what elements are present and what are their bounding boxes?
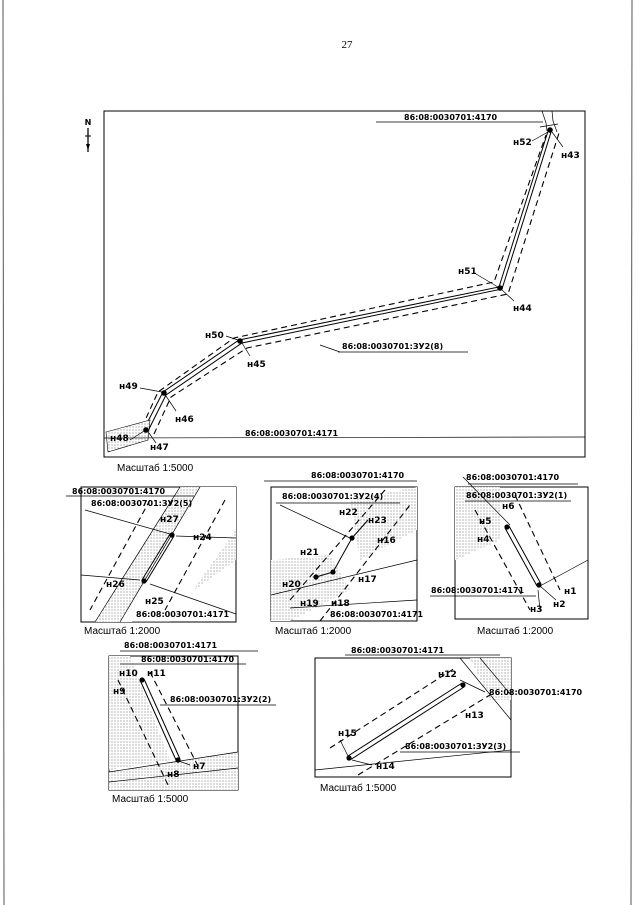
label-n25: н25 (145, 597, 164, 607)
main-map (85, 111, 585, 474)
label-n19: н19 (300, 599, 319, 609)
label-n16: н16 (377, 536, 396, 546)
main-map-frame (104, 111, 585, 457)
label-zu2-4: 86:08:0030701:ЗУ2(4) (282, 492, 384, 501)
label-n18: н18 (331, 599, 350, 609)
inset-a (66, 487, 236, 637)
label-n46: н46 (175, 415, 194, 425)
inset-a-scale: Масштаб 1:2000 (84, 626, 161, 637)
label-parcel-4171: 86:08:0030701:4171 (431, 586, 525, 595)
label-n27: н27 (160, 515, 179, 525)
label-n15: н15 (338, 729, 357, 739)
label-n6: н6 (502, 502, 515, 512)
label-zu2-8: 86:08:0030701:ЗУ2(8) (342, 342, 444, 351)
main-corridor-dash-right (154, 133, 559, 434)
label-n20: н20 (282, 580, 301, 590)
label-n7: н7 (193, 762, 206, 772)
main-corridor-dash-left (142, 135, 546, 427)
label-n24: н24 (193, 533, 212, 543)
scan-left-edge (3, 0, 4, 905)
inset-d-scale: Масштаб 1:5000 (112, 794, 189, 805)
label-n49: н49 (119, 382, 138, 392)
label-n17: н17 (358, 575, 377, 585)
label-n5: н5 (479, 517, 492, 527)
label-parcel-4170: 86:08:0030701:4170 (489, 688, 583, 697)
label-parcel-4171: 86:08:0030701:4171 (330, 610, 424, 619)
label-n51: н51 (458, 267, 477, 277)
label-n4: н4 (477, 535, 490, 545)
label-n1: н1 (564, 587, 577, 597)
label-n50: н50 (205, 331, 224, 341)
scan-right-edge (631, 0, 632, 905)
vertex-n51-n44 (497, 285, 503, 291)
inset-c-scale: Масштаб 1:2000 (477, 626, 554, 637)
north-arrow-icon (85, 118, 92, 152)
inset-c (430, 473, 588, 637)
label-n52: н52 (513, 138, 532, 148)
label-n47: н47 (150, 443, 169, 453)
label-n23: н23 (368, 516, 387, 526)
label-zu2-3: 86:08:0030701:ЗУ2(3) (405, 742, 507, 751)
label-parcel-4171: 86:08:0030701:4171 (136, 610, 230, 619)
label-parcel-4170: 86:08:0030701:4170 (404, 113, 498, 122)
inset-e (315, 646, 583, 794)
svg-text:N: N (84, 118, 92, 127)
label-parcel-4170: 86:08:0030701:4170 (72, 487, 166, 496)
label-n14: н14 (376, 762, 395, 772)
label-n43: н43 (561, 151, 580, 161)
label-parcel-4170: 86:08:0030701:4170 (311, 471, 405, 480)
label-n12: н12 (438, 670, 457, 680)
label-n11: н11 (147, 669, 166, 679)
label-parcel-4170: 86:08:0030701:4170 (466, 473, 560, 482)
label-n9: н9 (113, 687, 126, 697)
label-n44: н44 (513, 304, 532, 314)
vertex-n49-n46 (161, 390, 167, 396)
main-route-line-a (144, 128, 549, 429)
label-n8: н8 (167, 770, 180, 780)
label-n13: н13 (465, 711, 484, 721)
label-n21: н21 (300, 548, 319, 558)
label-n3: н3 (530, 605, 543, 615)
label-parcel-4171: 86:08:0030701:4171 (245, 429, 339, 438)
label-parcel-4171: 86:08:0030701:4171 (351, 646, 445, 655)
label-zu2-1: 86:08:0030701:ЗУ2(1) (466, 491, 568, 500)
page-number: 27 (341, 39, 353, 51)
vertex-n52-n43 (547, 127, 553, 133)
inset-b (264, 471, 424, 637)
label-parcel-4170: 86:08:0030701:4170 (141, 655, 235, 664)
label-zu2-5: 86:08:0030701:ЗУ2(5) (91, 499, 193, 508)
label-n26: н26 (106, 580, 125, 590)
vertex-n48-n47 (143, 427, 149, 433)
label-n2: н2 (553, 600, 566, 610)
label-n10: н10 (119, 669, 138, 679)
inset-e-scale: Масштаб 1:5000 (320, 783, 397, 794)
label-zu2-2: 86:08:0030701:ЗУ2(2) (170, 695, 272, 704)
inset-d (109, 641, 276, 805)
main-map-scale: Масштаб 1:5000 (117, 463, 194, 474)
label-n45: н45 (247, 360, 266, 370)
inset-b-scale: Масштаб 1:2000 (275, 626, 352, 637)
label-n22: н22 (339, 508, 358, 518)
label-n48: н48 (110, 434, 129, 444)
vertex-n50-n45 (237, 338, 243, 344)
main-route-line-b (148, 129, 552, 431)
label-parcel-4171: 86:08:0030701:4171 (124, 641, 218, 650)
